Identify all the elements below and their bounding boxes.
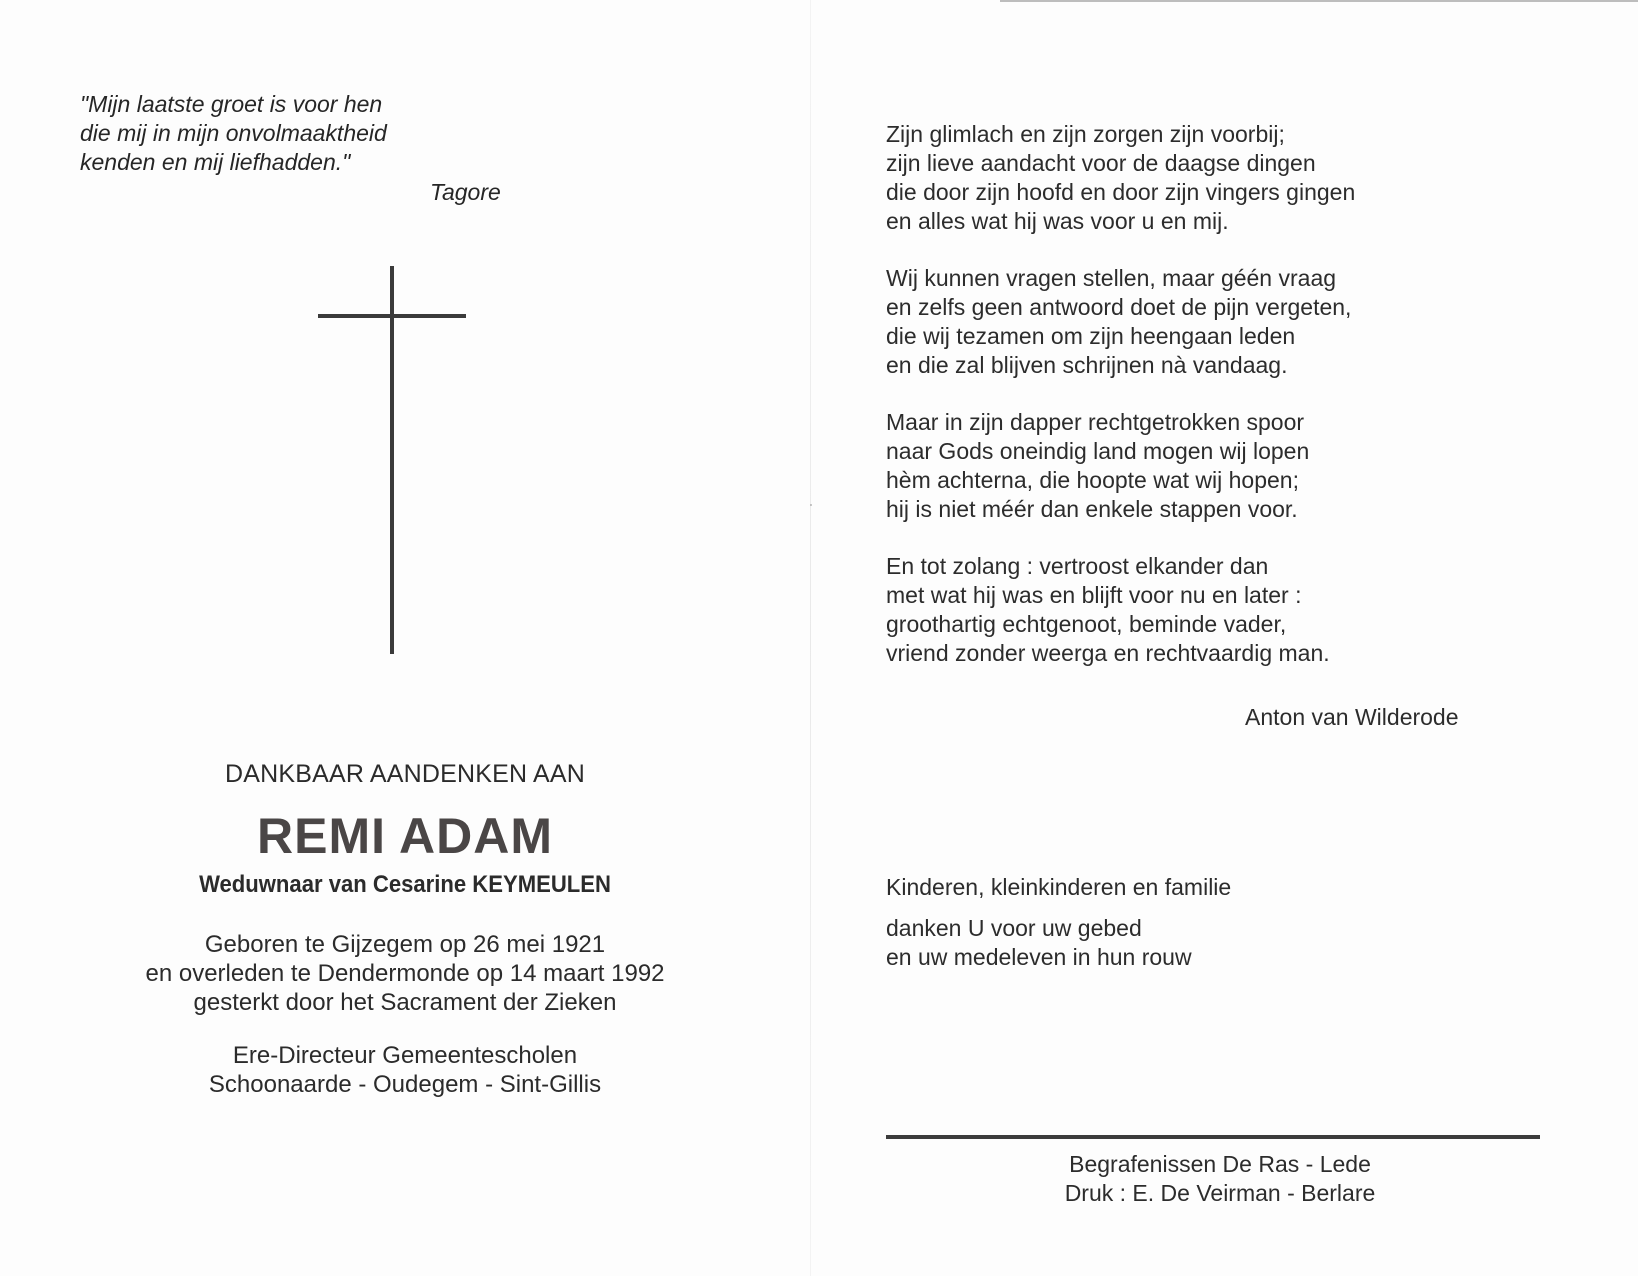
birth-line: Geboren te Gijzegem op 26 mei 1921 bbox=[204, 931, 606, 958]
dedication-heading: DANKBAAR AANDENKEN AAN bbox=[224, 760, 586, 788]
poem-line: zijn lieve aandacht voor de daagse dingen bbox=[886, 150, 1316, 176]
thanks-line: danken U voor uw gebed bbox=[886, 915, 1142, 941]
poem-line: groothartig echtgenoot, beminde vader, bbox=[886, 611, 1287, 637]
poem-stanza bbox=[886, 120, 1576, 236]
poem-line: Wij kunnen vragen stellen, maar géén vraag bbox=[886, 265, 1337, 291]
poem-stanza bbox=[886, 264, 1576, 380]
family-heading: Kinderen, kleinkinderen en familie bbox=[886, 874, 1232, 900]
poem-line: hèm achterna, die hoopte wat wij hopen; bbox=[886, 467, 1299, 493]
quote-line: die mij in mijn onvolmaaktheid bbox=[80, 120, 387, 146]
printer-credits bbox=[960, 1150, 1480, 1208]
poem-line: en zelfs geen antwoord doet de pijn vergeten, bbox=[886, 294, 1352, 320]
poem-line: die wij tezamen om zijn heengaan leden bbox=[886, 323, 1296, 349]
poem-line: En tot zolang : vertroost elkander dan bbox=[886, 553, 1269, 579]
poem-stanza bbox=[886, 552, 1576, 668]
poem-line: en alles wat hij was voor u en mij. bbox=[886, 208, 1229, 234]
printer-credit: Druk : E. De Veirman - Berlare bbox=[1064, 1180, 1376, 1206]
poem-line: met wat hij was en blijft voor nu en later : bbox=[886, 582, 1302, 608]
sacrament-line: gesterkt door het Sacrament der Zieken bbox=[193, 989, 617, 1016]
thanks-section bbox=[886, 872, 1486, 972]
deceased-name: REMI ADAM bbox=[256, 808, 553, 864]
poem-line: vriend zonder weerga en rechtvaardig man. bbox=[886, 640, 1330, 666]
poem-line: naar Gods oneindig land mogen wij lopen bbox=[886, 438, 1310, 464]
memorial-quote bbox=[80, 90, 540, 177]
poem-line: die door zijn hoofd en door zijn vingers gingen bbox=[886, 179, 1356, 205]
poem-line: Maar in zijn dapper rechtgetrokken spoor bbox=[886, 409, 1305, 435]
thanks-line: en uw medeleven in hun rouw bbox=[886, 944, 1192, 970]
death-line: en overleden te Dendermonde op 14 maart 1992 bbox=[145, 960, 665, 987]
career-title: Ere-Directeur Gemeentescholen bbox=[232, 1042, 578, 1069]
widower-line: Weduwnaar van Cesarine KEYMEULEN bbox=[199, 871, 611, 898]
career-locations: Schoonaarde - Oudegem - Sint-Gillis bbox=[208, 1071, 602, 1098]
thanks-message bbox=[886, 914, 1486, 972]
poem-stanza bbox=[886, 408, 1576, 524]
career-details bbox=[90, 1041, 720, 1099]
cross-horizontal-bar bbox=[318, 314, 466, 318]
memorial-details bbox=[90, 758, 720, 1099]
poem-line: en die zal blijven schrijnen nà vandaag. bbox=[886, 352, 1288, 378]
memorial-poem bbox=[886, 120, 1576, 696]
quote-line: kenden en mij liefhadden." bbox=[80, 149, 351, 175]
quote-line: "Mijn laatste groet is voor hen bbox=[80, 91, 383, 117]
quote-author: Tagore bbox=[430, 179, 501, 205]
poem-line: hij is niet méér dan enkele stappen voor. bbox=[886, 496, 1298, 522]
cross-icon bbox=[318, 266, 468, 654]
poem-author: Anton van Wilderode bbox=[1245, 704, 1459, 730]
paper-speck bbox=[810, 504, 812, 506]
left-panel bbox=[0, 0, 810, 1276]
funeral-home-credit: Begrafenissen De Ras - Lede bbox=[1069, 1151, 1371, 1177]
credits-divider bbox=[886, 1135, 1540, 1139]
life-details bbox=[90, 930, 720, 1017]
poem-line: Zijn glimlach en zijn zorgen zijn voorbij; bbox=[886, 121, 1285, 147]
cross-vertical-bar bbox=[390, 266, 394, 654]
right-panel bbox=[810, 0, 1638, 1276]
